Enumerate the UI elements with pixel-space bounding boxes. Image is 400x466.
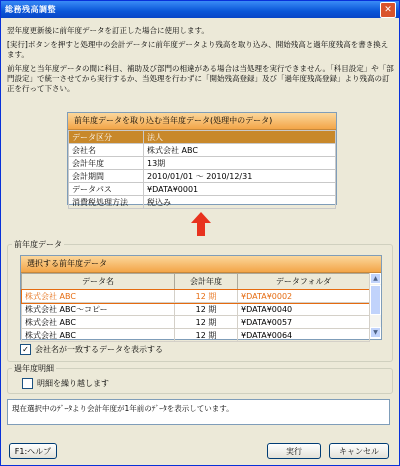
past-details-group bbox=[7, 364, 393, 394]
prev-year-group-title: 前年度データ bbox=[14, 240, 62, 249]
row-name: 株式会社 ABC〜コピー bbox=[22, 303, 175, 316]
row-folder: ¥DATA¥0064 bbox=[238, 329, 370, 342]
table-row bbox=[69, 131, 336, 144]
column-header-name[interactable]: データ名 bbox=[22, 274, 175, 290]
list-scrollbar[interactable] bbox=[369, 273, 381, 338]
table-row bbox=[69, 144, 336, 157]
row-value: 13期 bbox=[144, 157, 336, 170]
carry-details-checkbox[interactable] bbox=[22, 378, 109, 389]
table-row[interactable] bbox=[22, 329, 370, 342]
table-row bbox=[69, 196, 336, 209]
description-line-2: [実行]ボタンを押すと処理中の会計データに前年度データより残高を取り込み、開始残高と過年度残高を書き換えます。 bbox=[7, 40, 389, 59]
row-key: 会計年度 bbox=[69, 157, 144, 170]
row-value: 税込み bbox=[144, 196, 336, 209]
current-data-panel bbox=[67, 112, 337, 205]
row-key: 会計期間 bbox=[69, 170, 144, 183]
prev-data-table bbox=[21, 273, 370, 342]
checkbox-box[interactable] bbox=[22, 378, 33, 389]
row-folder: ¥DATA¥0040 bbox=[238, 303, 370, 316]
cancel-button[interactable]: キャンセル bbox=[329, 443, 389, 459]
past-details-group-title: 過年度明細 bbox=[14, 364, 54, 373]
row-year: 12 期 bbox=[175, 290, 238, 303]
description-line-3: 前年度と当年度データの間に科目、補助及び部門の相違がある場合は当処理を実行できません。「科目設定」や「部門設定」で統一させてから実行するか、当処理を行わずに「開始残高登録」及び「過年度残高登録」より残高の訂正を行って下さい。 bbox=[7, 64, 394, 93]
row-year: 12 期 bbox=[175, 316, 238, 329]
current-data-table bbox=[68, 130, 336, 209]
checkbox-box[interactable]: ✓ bbox=[20, 344, 31, 355]
row-value: ¥DATA¥0001 bbox=[144, 183, 336, 196]
table-header-row bbox=[22, 274, 370, 290]
run-button[interactable]: 実行 bbox=[267, 443, 321, 459]
row-name: 株式会社 ABC bbox=[22, 290, 175, 303]
prev-year-group bbox=[7, 240, 393, 362]
row-year: 12 期 bbox=[175, 303, 238, 316]
help-button[interactable]: F1:ヘルプ bbox=[9, 443, 57, 459]
row-value: 2010/01/01 〜 2010/12/31 bbox=[144, 170, 336, 183]
row-key: データパス bbox=[69, 183, 144, 196]
up-arrow-icon bbox=[191, 212, 211, 236]
row-folder: ¥DATA¥0057 bbox=[238, 316, 370, 329]
row-folder: ¥DATA¥0002 bbox=[238, 290, 370, 303]
table-row[interactable] bbox=[22, 303, 370, 316]
scroll-thumb[interactable] bbox=[370, 285, 381, 315]
row-key: データ区分 bbox=[69, 131, 144, 144]
carry-details-label: 明細を繰り越します bbox=[37, 379, 109, 388]
status-message: 現在選択中のﾃﾞｰﾀより会計年度が1年前のﾃﾞｰﾀを表示しています。 bbox=[7, 399, 390, 425]
row-year: 12 期 bbox=[175, 329, 238, 342]
row-name: 株式会社 ABC bbox=[22, 316, 175, 329]
scroll-down-icon[interactable]: ▼ bbox=[370, 327, 381, 338]
prev-data-header: 選択する前年度データ bbox=[21, 256, 381, 273]
table-row bbox=[69, 157, 336, 170]
table-row bbox=[69, 183, 336, 196]
row-value: 法人 bbox=[144, 131, 336, 144]
window-title: 総務残高調整 bbox=[5, 5, 56, 14]
row-key: 会社名 bbox=[69, 144, 144, 157]
description-line-1: 翌年度更新後に前年度データを訂正した場合に使用します。 bbox=[7, 26, 209, 35]
description-text bbox=[7, 26, 395, 98]
table-row bbox=[69, 170, 336, 183]
column-header-folder[interactable]: データフォルダ bbox=[238, 274, 370, 290]
row-value: 株式会社 ABC bbox=[144, 144, 336, 157]
show-matching-label: 会社名が一致するデータを表示する bbox=[35, 345, 163, 354]
table-row[interactable] bbox=[22, 290, 370, 303]
row-key: 消費税処理方法 bbox=[69, 196, 144, 209]
column-header-year[interactable]: 会計年度 bbox=[175, 274, 238, 290]
row-name: 株式会社 ABC bbox=[22, 329, 175, 342]
close-icon[interactable]: ✕ bbox=[380, 2, 396, 18]
prev-data-list[interactable] bbox=[20, 255, 382, 340]
current-data-header: 前年度データを取り込む当年度データ(処理中のデータ) bbox=[68, 113, 336, 130]
show-matching-checkbox[interactable] bbox=[20, 344, 163, 355]
scroll-up-icon[interactable]: ▲ bbox=[370, 273, 381, 284]
title-bar bbox=[1, 1, 399, 18]
table-row[interactable] bbox=[22, 316, 370, 329]
